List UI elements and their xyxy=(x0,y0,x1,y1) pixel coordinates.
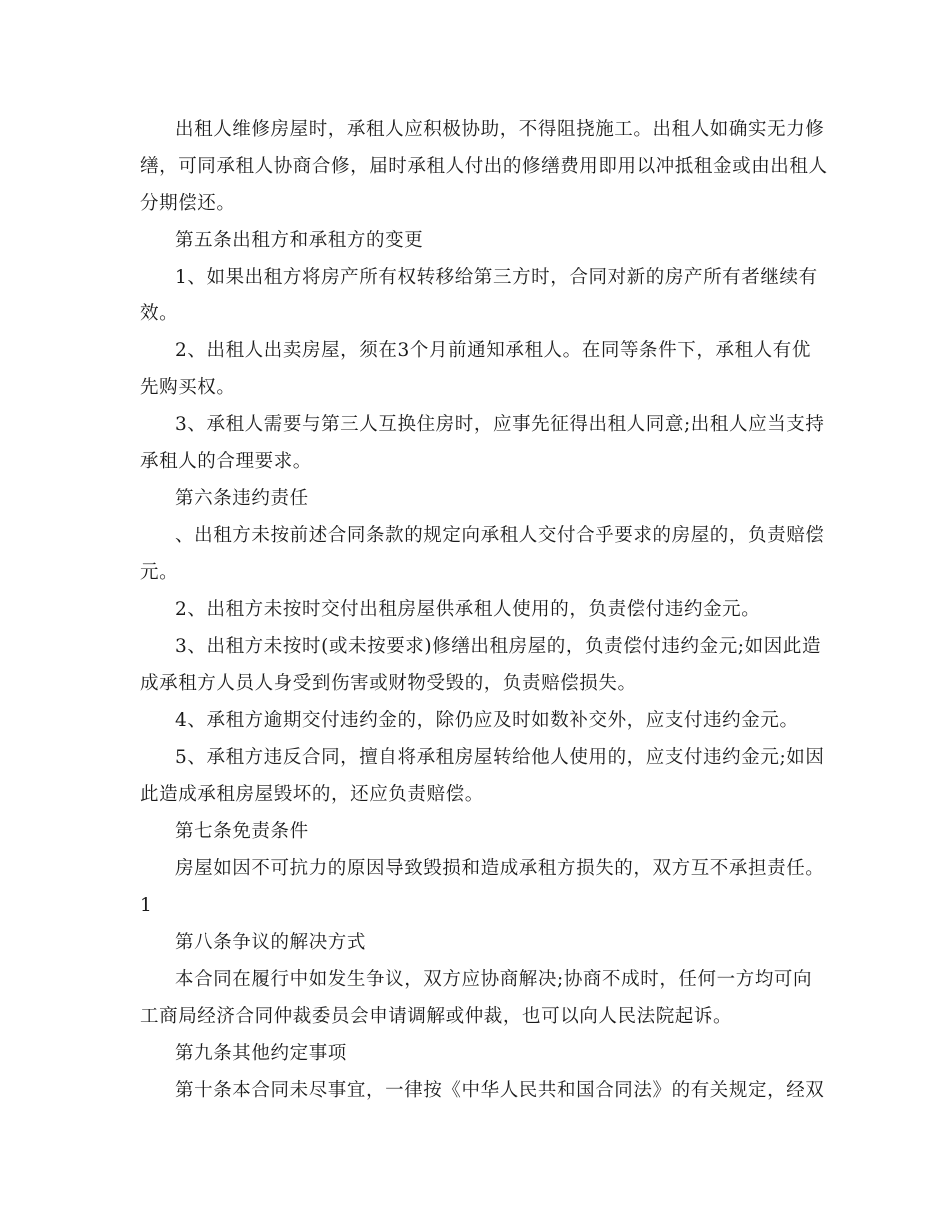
text-line: 承租人的合理要求。 xyxy=(140,451,312,472)
section-heading: 第九条其他约定事项 xyxy=(175,1043,347,1064)
text-line: 分期偿还。 xyxy=(140,193,236,214)
text-line: 工商局经济合同仲裁委员会申请调解或仲裁，也可以向人民法院起诉。 xyxy=(140,1006,733,1027)
text-line: 成承租方人员人身受到伤害或财物受毁的，负责赔偿损失。 xyxy=(140,673,637,694)
text-line: 元。 xyxy=(140,562,179,583)
text-line: 1、如果出租方将房产所有权转移给第三方时，合同对新的房产所有者继续有 xyxy=(175,267,818,288)
text-line: 3、出租方未按时(或未按要求)修缮出租房屋的，负责偿付违约金元;如因此造 xyxy=(175,636,822,657)
text-line: 5、承租方违反合同，擅自将承租房屋转给他人使用的，应支付违约金元;如因 xyxy=(175,747,825,768)
text-line: 出租人维修房屋时，承租人应积极协助，不得阻挠施工。出租人如确实无力修 xyxy=(175,119,825,140)
section-heading: 第七条免责条件 xyxy=(175,821,309,842)
text-line: 3、承租人需要与第三人互换住房时，应事先征得出租人同意;出租人应当支持 xyxy=(175,414,825,435)
section-heading: 第八条争议的解决方式 xyxy=(175,932,367,953)
section-heading: 第五条出租方和承租方的变更 xyxy=(175,230,424,251)
text-line: 缮，可同承租人协商合修，届时承租人付出的修缮费用即用以冲抵租金或由出租人 xyxy=(140,156,828,177)
text-line: 本合同在履行中如发生争议，双方应协商解决;协商不成时，任何一方均可向 xyxy=(175,969,813,990)
text-line: 、出租方未按前述合同条款的规定向承租人交付合乎要求的房屋的，负责赔偿 xyxy=(175,525,825,546)
text-line: 2、出租方未按时交付出租房屋供承租人使用的，负责偿付违约金元。 xyxy=(175,599,761,620)
text-line: 先购买权。 xyxy=(140,377,236,398)
text-line: 4、承租方逾期交付违约金的，除仍应及时如数补交外，应支付违约金元。 xyxy=(175,710,799,731)
text-line: 此造成承租房屋毁坏的，还应负责赔偿。 xyxy=(140,784,484,805)
text-line: 第十条本合同未尽事宜，一律按《中华人民共和国合同法》的有关规定，经双 xyxy=(175,1080,825,1101)
text-line: 房屋如因不可抗力的原因导致毁损和造成承租方损失的，双方互不承担责任。 xyxy=(175,858,825,879)
section-heading: 第六条违约责任 xyxy=(175,488,309,509)
text-line: 2、出租人出卖房屋，须在3个月前通知承租人。在同等条件下，承租人有优 xyxy=(175,340,811,361)
page-number: 1 xyxy=(140,895,153,916)
text-line: 效。 xyxy=(140,303,179,324)
